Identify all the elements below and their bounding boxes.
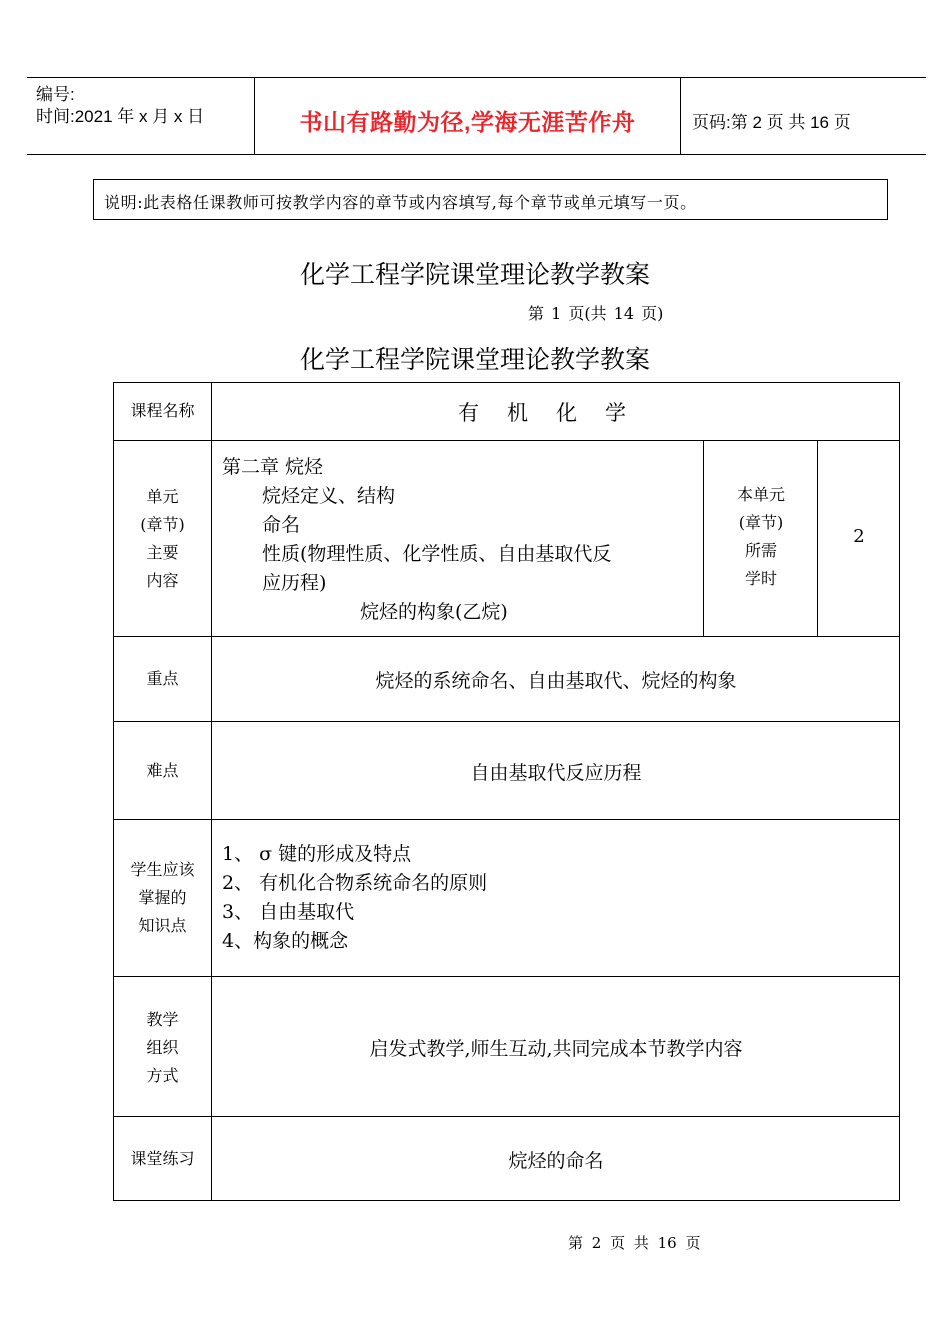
- unit-label-line: 单元: [146, 487, 179, 506]
- unit-content: [222, 453, 611, 627]
- knowledge-points-list: [222, 840, 487, 956]
- instruction-note-box: [93, 179, 888, 220]
- table-row-divider: [113, 721, 900, 722]
- organization-label: [113, 1006, 212, 1090]
- header-bottom-rule: [27, 154, 926, 155]
- table-border-top: [113, 382, 900, 383]
- hours-label-line: 本单元: [736, 485, 785, 504]
- knowledge-point-item: 3、 自由基取代: [222, 901, 355, 923]
- exercise-value: 烷烃的命名: [508, 1150, 604, 1172]
- organization-label-line: 教学: [146, 1010, 179, 1029]
- knowledge-label-line: 学生应该: [130, 860, 195, 879]
- unit-label-line: 主要: [146, 543, 179, 562]
- knowledge-point-item: 4、构象的概念: [222, 930, 349, 952]
- knowledge-point-item: 1、 σ 键的形成及特点: [222, 843, 412, 865]
- table-border-bottom: [113, 1200, 900, 1201]
- hours-label-line: 所需: [744, 541, 777, 560]
- table-row-divider: [113, 819, 900, 820]
- header-time-label: 时间:2021 年 x 月 x 日: [36, 107, 205, 126]
- table-row-divider: [113, 976, 900, 977]
- knowledge-label-line: 知识点: [138, 916, 187, 935]
- key-points-value: 烷烃的系统命名、自由基取代、烷烃的构象: [375, 670, 737, 692]
- course-name-label: 课程名称: [130, 401, 195, 420]
- organization-label-line: 方式: [146, 1066, 179, 1085]
- unit-chapter: 第二章 烷烃: [222, 456, 324, 478]
- unit-item-continued: 应历程): [262, 572, 327, 594]
- knowledge-point-item: 2、 有机化合物系统命名的原则: [222, 872, 488, 894]
- hours-label: [704, 481, 818, 593]
- hours-value: 2: [853, 526, 865, 547]
- header-top-rule: [27, 77, 926, 78]
- table-border-right: [899, 382, 900, 1201]
- organization-value: 启发式教学,师生互动,共同完成本节教学内容: [369, 1038, 743, 1060]
- document-title-repeat: 化学工程学院课堂理论教学教案: [299, 345, 650, 374]
- header-number-label: 编号:: [36, 85, 75, 104]
- key-points-label: 重点: [146, 669, 179, 688]
- organization-label-line: 组织: [146, 1038, 179, 1057]
- knowledge-points-label: [113, 856, 212, 940]
- hours-label-line: (章节): [738, 513, 784, 532]
- unit-item: 命名: [262, 514, 301, 536]
- page-info: 第 1 页(共 14 页): [528, 304, 664, 323]
- unit-label-line: 内容: [146, 571, 179, 590]
- table-row-divider: [113, 636, 900, 637]
- header-page-label: 页码:第 2 页 共 16 页: [692, 113, 851, 132]
- unit-item-last: 烷烃的构象(乙烷): [360, 601, 508, 623]
- hours-label-line: 学时: [744, 569, 777, 588]
- unit-item: 烷烃定义、结构: [262, 485, 396, 507]
- exercise-label: 课堂练习: [130, 1149, 195, 1168]
- instruction-note-text: 说明:此表格任课教师可按教学内容的章节或内容填写,每个章节或单元填写一页。: [104, 193, 697, 212]
- header-motto: 书山有路勤为径,学海无涯苦作舟: [299, 109, 636, 135]
- lesson-plan-table: [113, 382, 900, 1201]
- course-name-value: 有机化学: [458, 401, 654, 425]
- header-divider-right: [680, 77, 681, 155]
- knowledge-label-line: 掌握的: [138, 888, 187, 907]
- table-row-divider: [113, 440, 900, 441]
- unit-label-line: (章节): [140, 515, 185, 534]
- table-row-divider: [113, 1116, 900, 1117]
- unit-content-label: [113, 483, 212, 595]
- document-title: 化学工程学院课堂理论教学教案: [299, 260, 650, 289]
- unit-item: 性质(物理性质、化学性质、自由基取代反: [262, 543, 612, 565]
- difficulties-value: 自由基取代反应历程: [470, 762, 642, 784]
- difficulties-label: 难点: [146, 761, 179, 780]
- page-footer: 第 2 页 共 16 页: [568, 1234, 701, 1252]
